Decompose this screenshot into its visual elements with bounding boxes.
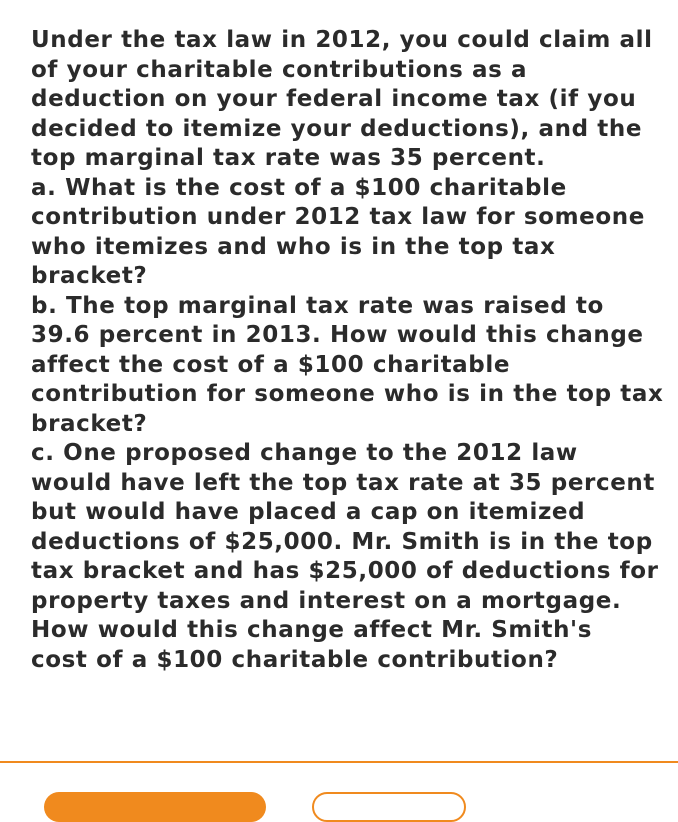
- question-line: of your charitable contributions as a: [31, 56, 528, 83]
- part-c-line: cost of a $100 charitable contribution?: [31, 646, 559, 673]
- part-b-line: affect the cost of a $100 charitable: [31, 351, 511, 378]
- part-c-line: but would have placed a cap on itemized: [31, 499, 586, 525]
- part-b-line: contribution for someone who is in the top tax: [31, 381, 664, 407]
- question-line: Under the tax law in 2012, you could claim all: [31, 27, 653, 53]
- question-line: deduction on your federal income tax (if you: [31, 86, 637, 112]
- part-b-line: 39.6 percent in 2013. How would this change: [31, 322, 644, 348]
- secondary-action-button[interactable]: [312, 792, 466, 822]
- question-line: top marginal tax rate was 35 percent.: [31, 145, 546, 171]
- part-a-line: contribution under 2012 tax law for someone: [31, 204, 645, 230]
- part-b-line: b. The top marginal tax rate was raised to: [31, 292, 604, 319]
- section-divider: [0, 761, 678, 763]
- part-c-line: property taxes and interest on a mortgage.: [31, 587, 622, 614]
- part-a-line: a. What is the cost of a $100 charitable: [31, 174, 567, 201]
- primary-action-button[interactable]: [44, 792, 266, 822]
- part-b-line: bracket?: [31, 410, 148, 437]
- part-c-line: deductions of $25,000. Mr. Smith is in the top: [31, 528, 653, 555]
- part-c-line: would have left the top tax rate at 35 percent: [31, 469, 655, 496]
- part-c-line: tax bracket and has $25,000 of deductions for: [31, 558, 659, 584]
- part-c-line: c. One proposed change to the 2012 law: [31, 440, 578, 466]
- part-c-line: How would this change affect Mr. Smith's: [31, 617, 592, 643]
- question-line: decided to itemize your deductions), and the: [31, 115, 643, 142]
- question-text: [31, 26, 671, 675]
- part-a-line: who itemizes and who is in the top tax: [31, 233, 556, 260]
- part-a-line: bracket?: [31, 263, 148, 289]
